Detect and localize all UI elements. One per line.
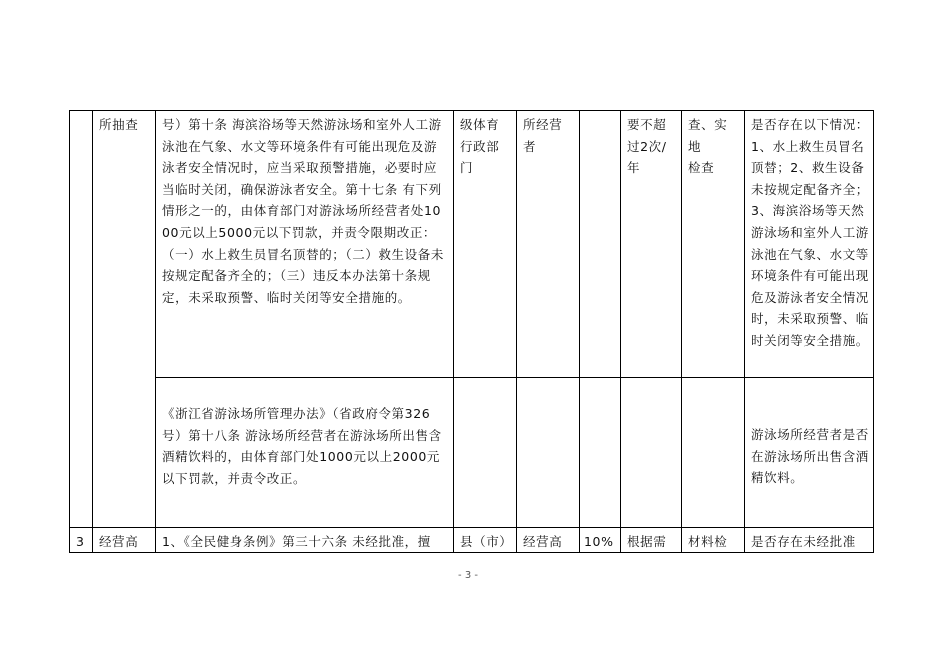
cell-method: 材料检 — [688, 534, 728, 549]
table-border-right — [873, 110, 874, 553]
row-divider — [155, 377, 874, 378]
cell-basis: 1、《全民健身条例》第三十六条 未经批准，擅 — [162, 534, 431, 549]
col-divider — [92, 110, 93, 553]
cell-method: 查、实地 检查 — [688, 117, 728, 176]
cell-ratio: 10% — [584, 534, 614, 549]
cell-content: 游泳场所经营者是否在游泳场所出售含酒精饮料。 — [751, 427, 869, 486]
page-number: - 3 - — [458, 570, 478, 581]
cell-object: 经营高 — [523, 534, 563, 549]
cell-basis: 《浙江省游泳场所管理办法》（省政府令第326号）第十八条 游泳场所经营者在游泳场所出售含酒精饮料的，由体育部门处1000元以上2000元以下罚款，并责令改正。 — [162, 406, 442, 486]
col-divider — [69, 110, 70, 553]
col-divider — [579, 110, 580, 553]
cell-department: 级体育 行政部 门 — [460, 117, 500, 176]
cell-item: 经营高 — [99, 534, 139, 549]
cell-content: 是否存在未经批准 — [751, 534, 856, 549]
cell-department: 县（市） — [460, 534, 513, 549]
cell-frequency: 根据需 — [627, 534, 667, 549]
cell-frequency: 要不超 过2次/ 年 — [627, 117, 667, 176]
cell-item: 所抽查 — [99, 117, 139, 132]
cell-basis: 号）第十条 海滨浴场等天然游泳场和室外人工游泳池在气象、水文等环境条件有可能出现危及游泳者安全情况时，应当采取预警措施，必要时应当临时关闭，确保游泳者安全。第十七条 有下列情形之一的，由体育部门对游泳场所经营者处1000元以上5000元以下罚款，并责令限期改正：（一）水上救生员冒名顶替的；（二）救生设备未按规定配备齐全的；（三）违反本办法第十条规定，未采取预警、临时关闭等安全措施的。 — [162, 117, 444, 305]
cell-number: 3 — [76, 534, 85, 549]
cell-object: 所经营 者 — [523, 117, 563, 154]
col-divider — [516, 110, 517, 553]
cell-content: 是否存在以下情况：1、水上救生员冒名顶替；2、救生设备未按规定配备齐全；3、海滨浴场等天然游泳场和室外人工游泳池在气象、水文等环境条件有可能出现危及游泳者安全情况时，未采取预警、临时关闭等安全措施。 — [751, 117, 869, 348]
